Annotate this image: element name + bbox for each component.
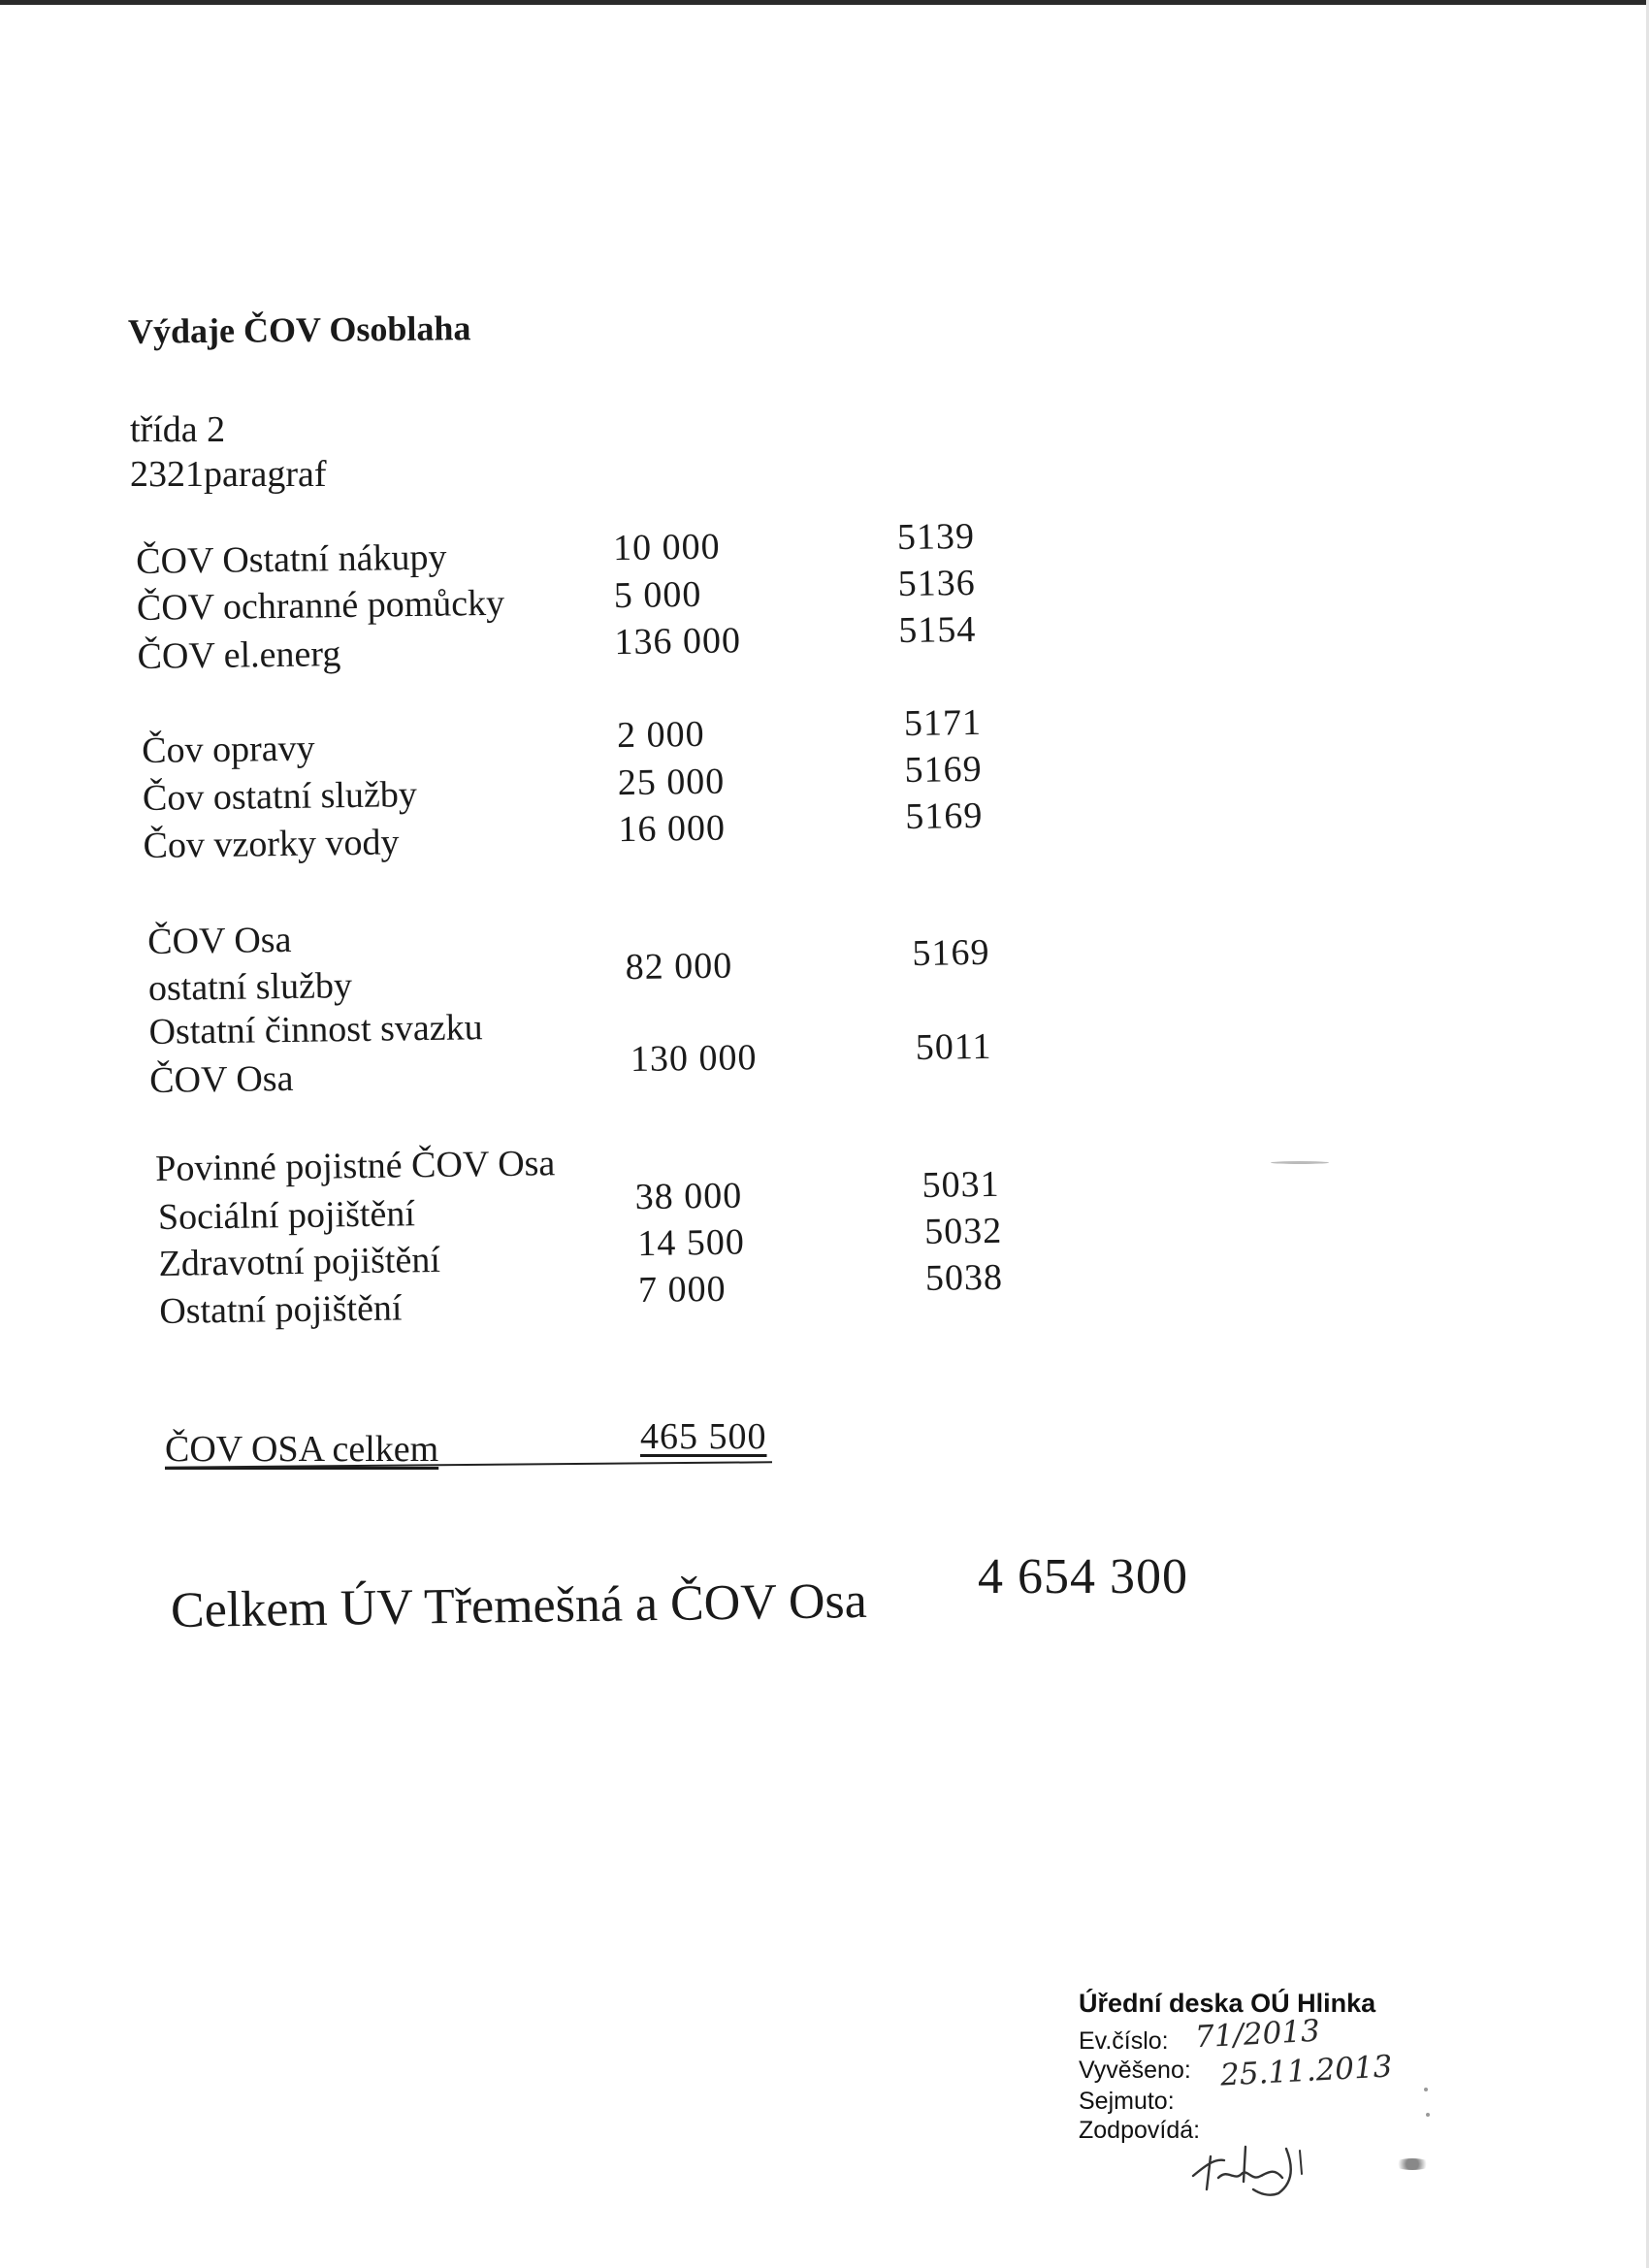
row-label: Sociální pojištění — [157, 1193, 416, 1238]
paragraph-label: 2321paragraf — [130, 454, 327, 495]
stamp-removed-label: Sejmuto: — [1079, 2088, 1175, 2115]
stamp-ev-value: 71/2013 — [1194, 2013, 1321, 2056]
row-amount: 130 000 — [630, 1037, 758, 1081]
scan-noise — [1424, 2088, 1428, 2091]
row-label: ČOV Osa — [146, 919, 292, 962]
row-label: Ostatní činnost svazku — [148, 1007, 483, 1053]
row-amount: 82 000 — [625, 945, 733, 988]
row-amount: 25 000 — [617, 761, 726, 804]
row-label: ČOV Osa — [148, 1057, 294, 1101]
row-code: 5154 — [898, 608, 977, 652]
row-amount: 38 000 — [634, 1175, 743, 1218]
row-code: 5038 — [924, 1256, 1004, 1299]
row-amount: 7 000 — [637, 1268, 727, 1312]
row-code: 5032 — [923, 1210, 1003, 1252]
stamp-posted-value: 25.11.2013 — [1219, 2049, 1394, 2093]
row-label: ČOV el.energ — [137, 633, 341, 677]
row-code: 5031 — [922, 1163, 1000, 1206]
stamp-heading: Úřední deska OÚ Hlinka — [1079, 1989, 1376, 2018]
row-label: Ostatní pojištění — [159, 1287, 403, 1332]
row-amount: 10 000 — [612, 526, 721, 569]
row-amount: 5 000 — [613, 573, 702, 617]
document-title: Výdaje ČOV Osoblaha — [127, 308, 471, 351]
grand-total-label: Celkem ÚV Třemešná a ČOV Osa — [170, 1572, 868, 1639]
row-amount: 14 500 — [637, 1221, 746, 1265]
row-label: ostatní služby — [147, 965, 353, 1009]
row-code: 5169 — [912, 931, 990, 974]
class-label: třída 2 — [130, 409, 226, 450]
row-code: 5169 — [904, 794, 984, 838]
stamp-responsible-label: Zodpovídá: — [1079, 2117, 1201, 2144]
row-label: Zdravotní pojištění — [158, 1239, 441, 1284]
row-code: 5139 — [896, 515, 976, 559]
scan-noise — [1426, 2113, 1430, 2117]
scan-top-edge — [0, 0, 1649, 5]
row-code: 5011 — [915, 1025, 992, 1068]
stamp-ev-label: Ev.číslo: — [1079, 2027, 1169, 2055]
row-code: 5171 — [903, 701, 983, 745]
row-amount: 2 000 — [616, 713, 705, 757]
subtotal-amount: 465 500 — [640, 1416, 767, 1457]
row-amount: 136 000 — [614, 620, 742, 664]
grand-total-amount: 4 654 300 — [978, 1549, 1188, 1604]
signature-mark — [1185, 2139, 1321, 2207]
scan-noise — [1271, 1161, 1329, 1164]
row-label: Čov vzorky vody — [143, 822, 400, 866]
row-label: Čov ostatní služby — [142, 774, 418, 819]
row-amount: 16 000 — [618, 807, 727, 851]
row-code: 5169 — [904, 748, 983, 792]
row-label: ČOV ochranné pomůcky — [136, 582, 505, 629]
scan-noise — [1393, 2158, 1432, 2170]
row-code: 5136 — [897, 562, 976, 605]
row-label: ČOV Ostatní nákupy — [135, 536, 447, 582]
row-label: Povinné pojistné ČOV Osa — [154, 1143, 556, 1189]
stamp-posted-label: Vyvěšeno: — [1079, 2057, 1191, 2084]
row-label: Čov opravy — [141, 728, 315, 771]
subtotal-label: ČOV OSA celkem — [165, 1429, 439, 1470]
